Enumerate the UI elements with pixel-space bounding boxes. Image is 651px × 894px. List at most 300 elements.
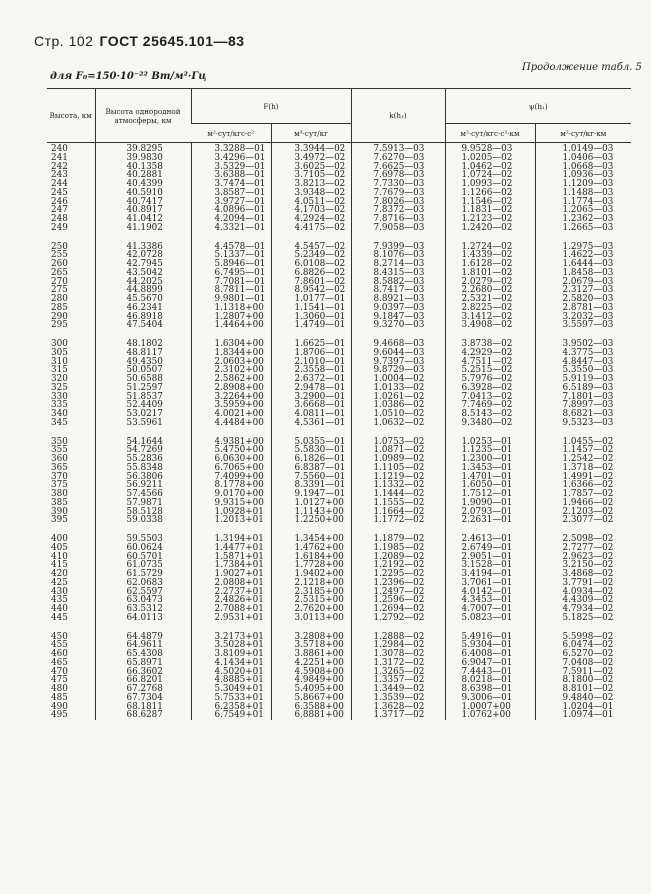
spacer-cell bbox=[445, 233, 535, 243]
table-row bbox=[47, 224, 631, 233]
spacer-cell bbox=[535, 233, 631, 243]
table-cell: 9.1847—03 bbox=[351, 313, 445, 322]
table-cell: 9.9315+00 bbox=[191, 499, 271, 508]
table-cell: 60.0624 bbox=[95, 544, 191, 553]
table-cell: 7.8372—03 bbox=[351, 206, 445, 215]
table-cell: 7.7330—03 bbox=[351, 180, 445, 189]
table-cell: 40.8917 bbox=[95, 206, 191, 215]
table-cell: 4.1434+01 bbox=[191, 659, 271, 668]
table-cell: 247 bbox=[51, 205, 68, 216]
table-cell: 1.2665—03 bbox=[535, 224, 631, 233]
table-cell: 395 bbox=[51, 515, 68, 526]
table-cell: 3.5597—03 bbox=[535, 321, 631, 330]
table-cell: 4.0511—02 bbox=[271, 198, 351, 207]
table-cell: 245 bbox=[51, 187, 68, 198]
table-cell: 66.3602 bbox=[95, 668, 191, 677]
table-cell: 455 bbox=[51, 640, 68, 651]
table-cell: 2.2631—01 bbox=[445, 516, 535, 525]
table-cell: 275 bbox=[51, 285, 68, 296]
table-cell: 390 bbox=[51, 506, 68, 517]
table-cell: 4.8447—03 bbox=[535, 358, 631, 367]
table-cell: 1.1488—03 bbox=[535, 189, 631, 198]
table-cell: 1.2396—02 bbox=[351, 579, 445, 588]
table-cell: 7.5913—03 bbox=[351, 143, 445, 154]
table-cell: 3.3288—01 bbox=[191, 143, 271, 154]
table-cell: 380 bbox=[51, 489, 68, 499]
table-cell: 49.4350 bbox=[95, 358, 191, 367]
table-cell: 8.1076—03 bbox=[351, 251, 445, 260]
table-cell: 57.9871 bbox=[95, 499, 191, 508]
standard-number: ГОСТ 25645.101—83 bbox=[99, 33, 245, 49]
table-cell: 39.8295 bbox=[95, 143, 191, 154]
table-cell: 2.0808+01 bbox=[191, 579, 271, 588]
spacer-cell bbox=[95, 623, 191, 633]
spacer-cell bbox=[351, 623, 445, 633]
table-cell: 4.2929—02 bbox=[445, 349, 535, 358]
spacer-cell bbox=[535, 623, 631, 633]
table-cell: 1.0632—02 bbox=[351, 419, 445, 428]
table-cell: 1.9090—01 bbox=[445, 499, 535, 508]
table-cell: 2.1203—02 bbox=[535, 508, 631, 517]
table-cell: 435 bbox=[51, 595, 68, 606]
table-cell: 260 bbox=[51, 259, 68, 269]
table-cell: 5.0823—01 bbox=[445, 614, 535, 623]
table-cell: 1.2888—02 bbox=[351, 633, 445, 642]
table-cell: 41.1902 bbox=[95, 224, 191, 233]
table-cell: 1.6366—02 bbox=[535, 481, 631, 490]
table-cell: 6.7065+00 bbox=[191, 464, 271, 473]
table-cell: 3.9727—01 bbox=[191, 198, 271, 207]
table-cell: 4.0142—01 bbox=[445, 588, 535, 597]
table-cell: 1.2089—02 bbox=[351, 553, 445, 562]
table-cell: 4.7511—02 bbox=[445, 358, 535, 367]
table-cell: 8.7811—01 bbox=[191, 286, 271, 295]
col-homogeneous-header: Высота однородной атмосферы, км bbox=[95, 89, 191, 143]
table-cell: 7.8601—02 bbox=[271, 278, 351, 287]
col-F-group-header: F(h) bbox=[191, 89, 351, 124]
table-cell: 2.0279—02 bbox=[445, 278, 535, 287]
table-cell: 2.2737+01 bbox=[191, 588, 271, 597]
table-cell: 1.0406—03 bbox=[535, 154, 631, 163]
table-cell: 6.4008—01 bbox=[445, 650, 535, 659]
table-cell: 1.7384+01 bbox=[191, 561, 271, 570]
table-cell: 1.4991—02 bbox=[535, 473, 631, 482]
table-cell: 4.8885+01 bbox=[191, 676, 271, 685]
table-cell: 5.2515—02 bbox=[445, 366, 535, 375]
table-cell: 5.3550—03 bbox=[535, 366, 631, 375]
table-cell: 3.4296—01 bbox=[191, 154, 271, 163]
table-cell: 2.5315+00 bbox=[271, 596, 351, 605]
table-cell: 6.2358+01 bbox=[191, 703, 271, 712]
table-cell: 58.5128 bbox=[95, 508, 191, 517]
table-cell: 66.8201 bbox=[95, 676, 191, 685]
table-cell: 320 bbox=[51, 374, 68, 384]
table-cell: 7.4099+00 bbox=[191, 473, 271, 482]
page-number: Стр. 102 bbox=[34, 33, 94, 49]
table-cell: 45.5670 bbox=[95, 295, 191, 304]
table-cell: 1.1772—02 bbox=[351, 516, 445, 525]
table-cell: 330 bbox=[51, 391, 68, 402]
table-cell: 1.0510—02 bbox=[351, 410, 445, 419]
table-cell: 3.7105—02 bbox=[271, 171, 351, 180]
table-cell: 1.6184+00 bbox=[271, 553, 351, 562]
table-cell: 1.8344+00 bbox=[191, 349, 271, 358]
table-cell: 4.5908+00 bbox=[271, 668, 351, 677]
table-cell: 4.4578—01 bbox=[191, 243, 271, 252]
table-cell: 1.5871+01 bbox=[191, 553, 271, 562]
table-cell: 2.0793—01 bbox=[445, 508, 535, 517]
table-cell: 61.0735 bbox=[95, 561, 191, 570]
table-row bbox=[47, 711, 631, 720]
table-cell: 1.0004—02 bbox=[351, 375, 445, 384]
table-cell: 1.1555—02 bbox=[351, 499, 445, 508]
table-cell: 2.0603+00 bbox=[191, 358, 271, 367]
table-cell: 2.9531+01 bbox=[191, 614, 271, 623]
table-cell: 55.2836 bbox=[95, 455, 191, 464]
table-cell: 9.4840—02 bbox=[535, 694, 631, 703]
table-cell: 5.7976—02 bbox=[445, 375, 535, 384]
table-cell: 1.0724—02 bbox=[445, 171, 535, 180]
table-cell: 9.4668—03 bbox=[351, 340, 445, 349]
table-cell: 1.1541—01 bbox=[271, 304, 351, 313]
table-cell: 59.0338 bbox=[95, 516, 191, 525]
table-cell: 4.1703—02 bbox=[271, 206, 351, 215]
table-cell: 6.0108—02 bbox=[271, 260, 351, 269]
table-cell: 430 bbox=[51, 586, 68, 597]
table-cell: 4.3453—01 bbox=[445, 596, 535, 605]
table-cell: 243 bbox=[51, 170, 68, 181]
table-cell: 3.7474—01 bbox=[191, 180, 271, 189]
table-cell: 40.7417 bbox=[95, 198, 191, 207]
table-cell: 54.1644 bbox=[95, 438, 191, 447]
table-cell: 7.0408—02 bbox=[535, 659, 631, 668]
table-cell: 1.1546—02 bbox=[445, 198, 535, 207]
table-cell: 450 bbox=[51, 631, 68, 642]
table-cell: 41.3386 bbox=[95, 243, 191, 252]
table-cell: 3.8587—01 bbox=[191, 189, 271, 198]
table-cell: 3.5028+01 bbox=[191, 641, 271, 650]
table-cell: 3.4194—01 bbox=[445, 570, 535, 579]
table-cell: 6.9047—01 bbox=[445, 659, 535, 668]
table-cell: 249 bbox=[51, 222, 68, 233]
table-cell: 8.0218—01 bbox=[445, 676, 535, 685]
table-cell: 39.9830 bbox=[95, 154, 191, 163]
table-cell: 6.3588+00 bbox=[271, 703, 351, 712]
table-cell: 2.4613—01 bbox=[445, 535, 535, 544]
table-cell: 5.7533+01 bbox=[191, 694, 271, 703]
table-cell: 9.9528—03 bbox=[445, 143, 535, 154]
table-cell: 240 bbox=[51, 144, 68, 154]
table-cell: 365 bbox=[51, 462, 68, 473]
table-cell: 310 bbox=[51, 356, 68, 367]
table-cell: 56.9211 bbox=[95, 481, 191, 490]
table-cell: 1.8706—01 bbox=[271, 349, 351, 358]
table-cell: 1.2250+00 bbox=[271, 516, 351, 525]
table-cell: 2.7088+01 bbox=[191, 605, 271, 614]
table-cell: 3.8109+01 bbox=[191, 650, 271, 659]
table-cell: 1.4464+00 bbox=[191, 321, 271, 330]
table-cell: 7.6625—03 bbox=[351, 163, 445, 172]
table-cell: 410 bbox=[51, 551, 68, 562]
table-cell: 3.4868—02 bbox=[535, 570, 631, 579]
table-cell: 7.8716—03 bbox=[351, 215, 445, 224]
table-cell: 6.8881+00 bbox=[271, 711, 351, 720]
table-cell: 1.3060—01 bbox=[271, 313, 351, 322]
spacer-cell bbox=[191, 623, 271, 633]
table-cell: 40.1358 bbox=[95, 163, 191, 172]
table-cell: 1.1332—02 bbox=[351, 481, 445, 490]
table-cell: 67.7304 bbox=[95, 694, 191, 703]
table-cell: 1.0386—02 bbox=[351, 401, 445, 410]
table-cell: 8.2714—03 bbox=[351, 260, 445, 269]
table-cell: 53.5961 bbox=[95, 419, 191, 428]
table-cell: 1.9402+00 bbox=[271, 570, 351, 579]
table-cell: 325 bbox=[51, 382, 68, 393]
table-cell: 1.0007+00 bbox=[445, 703, 535, 712]
table-cell: 1.0253—01 bbox=[445, 438, 535, 447]
table-cell: 3.7061—01 bbox=[445, 579, 535, 588]
spacer-cell bbox=[95, 233, 191, 243]
table-cell: 1.1143+00 bbox=[271, 508, 351, 517]
table-cell: 8.6398—01 bbox=[445, 685, 535, 694]
table-cell: 2.8225—02 bbox=[445, 304, 535, 313]
table-cell: 7.6978—03 bbox=[351, 171, 445, 180]
table-body bbox=[47, 143, 631, 721]
table-cell: 2.6749—01 bbox=[445, 544, 535, 553]
table-cell: 3.2808+00 bbox=[271, 633, 351, 642]
table-cell: 1.1444—02 bbox=[351, 490, 445, 499]
table-cell: 8.3391—01 bbox=[271, 481, 351, 490]
table-cell: 400 bbox=[51, 534, 68, 544]
table-cell: 9.3006—01 bbox=[445, 694, 535, 703]
table-cell: 1.4622—03 bbox=[535, 251, 631, 260]
spacer-cell bbox=[271, 233, 351, 243]
table-cell: 360 bbox=[51, 454, 68, 464]
table-cell: 340 bbox=[51, 409, 68, 419]
table-cell: 3.5718+00 bbox=[271, 641, 351, 650]
col-psi-group-header: ψ(h₁) bbox=[445, 89, 631, 124]
spacer-cell bbox=[271, 428, 351, 438]
page-header bbox=[34, 33, 245, 49]
table-cell: 9.8729—03 bbox=[351, 366, 445, 375]
table-cell: 2.3127—03 bbox=[535, 286, 631, 295]
table-cell: 7.1801—03 bbox=[535, 393, 631, 402]
table-cell: 6.0474—02 bbox=[535, 641, 631, 650]
table-cell: 62.0683 bbox=[95, 579, 191, 588]
table-cell: 1.1985—02 bbox=[351, 544, 445, 553]
table-cell: 42.7945 bbox=[95, 260, 191, 269]
table-cell: 1.0177—01 bbox=[271, 295, 351, 304]
table-cell: 7.8026—03 bbox=[351, 198, 445, 207]
table-cell: 2.3077—02 bbox=[535, 516, 631, 525]
table-cell: 5.5830—01 bbox=[271, 446, 351, 455]
table-cell: 5.4916—01 bbox=[445, 633, 535, 642]
table-cell: 42.0728 bbox=[95, 251, 191, 260]
table-cell: 1.0993—02 bbox=[445, 180, 535, 189]
table-cell: 51.2597 bbox=[95, 384, 191, 393]
table-cell: 1.1831—02 bbox=[445, 206, 535, 215]
table-cell: 440 bbox=[51, 604, 68, 614]
col-psi1-header: м²·сут/кгс·с²·км bbox=[445, 124, 535, 143]
table-cell: 9.3480—02 bbox=[445, 419, 535, 428]
table-cell: 65.4308 bbox=[95, 650, 191, 659]
table-cell: 44.8899 bbox=[95, 286, 191, 295]
table-cell: 52.4409 bbox=[95, 401, 191, 410]
table-cell: 9.0170+00 bbox=[191, 490, 271, 499]
spacer-cell bbox=[351, 233, 445, 243]
table-cell: 7.7081—01 bbox=[191, 278, 271, 287]
table-cell: 8.8101—02 bbox=[535, 685, 631, 694]
table-cell: 405 bbox=[51, 542, 68, 553]
table-cell: 64.0113 bbox=[95, 614, 191, 623]
table-cell: 2.9478—01 bbox=[271, 384, 351, 393]
table-cell: 2.9623—02 bbox=[535, 553, 631, 562]
table-cell: 7.8997—03 bbox=[535, 401, 631, 410]
table-cell: 8.5143—02 bbox=[445, 410, 535, 419]
table-cell: 53.0217 bbox=[95, 410, 191, 419]
table-cell: 8.1778+00 bbox=[191, 481, 271, 490]
table-cell: 1.0149—03 bbox=[535, 143, 631, 154]
table-continuation-label: Продолжение табл. 5 bbox=[522, 62, 642, 73]
table-cell: 1.1219—02 bbox=[351, 473, 445, 482]
table-cell: 1.4749—01 bbox=[271, 321, 351, 330]
table-cell: 1.0205—02 bbox=[445, 154, 535, 163]
table-cell: 3.2150—02 bbox=[535, 561, 631, 570]
table-cell: 4.0896—01 bbox=[191, 206, 271, 215]
table-cell: 4.3321—01 bbox=[191, 224, 271, 233]
table-cell: 246 bbox=[51, 196, 68, 207]
table-cell: 1.2497—02 bbox=[351, 588, 445, 597]
table-cell: 1.2542—02 bbox=[535, 455, 631, 464]
table-cell: 460 bbox=[51, 649, 68, 659]
table-cell: 248 bbox=[51, 214, 68, 224]
table-cell: 57.4566 bbox=[95, 490, 191, 499]
table-cell: 5.8667+00 bbox=[271, 694, 351, 703]
table-cell: 40.2881 bbox=[95, 171, 191, 180]
table-cell: 9.5323—03 bbox=[535, 419, 631, 428]
table-cell: 4.5020+01 bbox=[191, 668, 271, 677]
table-cell: 265 bbox=[51, 267, 68, 278]
table-cell: 3.2032—03 bbox=[535, 313, 631, 322]
table-cell: 55.8348 bbox=[95, 464, 191, 473]
col-psi2-header: м²·сут/кг·км bbox=[535, 124, 631, 143]
table-cell: 6.1826—01 bbox=[271, 455, 351, 464]
table-cell: 3.1528—01 bbox=[445, 561, 535, 570]
table-cell: 47.5404 bbox=[95, 321, 191, 330]
table-cell: 3.9348—02 bbox=[271, 189, 351, 198]
table-cell: 7.6270—03 bbox=[351, 154, 445, 163]
table-cell: 4.0811—01 bbox=[271, 410, 351, 419]
table-cell: 1.0871—02 bbox=[351, 446, 445, 455]
table-cell: 4.2251+00 bbox=[271, 659, 351, 668]
table-cell: 2.4826+01 bbox=[191, 596, 271, 605]
table-cell: 40.5910 bbox=[95, 189, 191, 198]
table-cell: 6.5270—02 bbox=[535, 650, 631, 659]
table-cell: 250 bbox=[51, 241, 68, 252]
table-cell: 1.3718—02 bbox=[535, 464, 631, 473]
table-cell: 43.5042 bbox=[95, 269, 191, 278]
table-cell: 4.0021+00 bbox=[191, 410, 271, 419]
table-cell: 5.9119—03 bbox=[535, 375, 631, 384]
table-cell: 51.8537 bbox=[95, 393, 191, 402]
table-cell: 1.3454+00 bbox=[271, 535, 351, 544]
table-cell: 9.6044—03 bbox=[351, 349, 445, 358]
table-cell: 4.2924—02 bbox=[271, 215, 351, 224]
table-cell: 1.0928+01 bbox=[191, 508, 271, 517]
table-cell: 485 bbox=[51, 692, 68, 703]
table-cell: 1.3628—02 bbox=[351, 703, 445, 712]
table-cell: 355 bbox=[51, 445, 68, 456]
table-cell: 2.0679—03 bbox=[535, 278, 631, 287]
table-cell: 8.6821—03 bbox=[535, 410, 631, 419]
table-row bbox=[47, 419, 631, 428]
table-cell: 1.1457—02 bbox=[535, 446, 631, 455]
table-cell: 2.5862+00 bbox=[191, 375, 271, 384]
table-cell: 1.1774—03 bbox=[535, 198, 631, 207]
table-cell: 5.1337—01 bbox=[191, 251, 271, 260]
table-cell: 1.3449—02 bbox=[351, 685, 445, 694]
table-cell: 1.6128—02 bbox=[445, 260, 535, 269]
table-cell: 2.5820—03 bbox=[535, 295, 631, 304]
table-cell: 4.5457—02 bbox=[271, 243, 351, 252]
table-row bbox=[47, 614, 631, 623]
spacer-cell bbox=[47, 233, 95, 243]
table-cell: 7.9399—03 bbox=[351, 243, 445, 252]
table-cell: 3.9502—03 bbox=[535, 340, 631, 349]
table-cell: 40.4399 bbox=[95, 180, 191, 189]
table-cell: 8.5882—03 bbox=[351, 278, 445, 287]
table-cell: 7.9058—03 bbox=[351, 224, 445, 233]
table-cell: 9.1947—01 bbox=[271, 490, 351, 499]
table-cell: 1.2792—02 bbox=[351, 614, 445, 623]
table-cell: 6.8826—02 bbox=[271, 269, 351, 278]
group-spacer bbox=[47, 428, 631, 438]
table-cell: 1.4339—02 bbox=[445, 251, 535, 260]
table-cell: 1.2807+00 bbox=[191, 313, 271, 322]
spacer-cell bbox=[445, 428, 535, 438]
spacer-cell bbox=[535, 428, 631, 438]
table-cell: 4.7007—01 bbox=[445, 605, 535, 614]
table-cell: 5.4750+00 bbox=[191, 446, 271, 455]
spacer-cell bbox=[47, 623, 95, 633]
table-cell: 1.4762+00 bbox=[271, 544, 351, 553]
table-cell: 3.8738—02 bbox=[445, 340, 535, 349]
table-cell: 1.3172—02 bbox=[351, 659, 445, 668]
table-cell: 9.9801—01 bbox=[191, 295, 271, 304]
table-cell: 2.7277—02 bbox=[535, 544, 631, 553]
table-cell: 1.7728+00 bbox=[271, 561, 351, 570]
table-cell: 1.1266—02 bbox=[445, 189, 535, 198]
table-cell: 280 bbox=[51, 294, 68, 304]
table-cell: 475 bbox=[51, 675, 68, 686]
table-cell: 9.7397—03 bbox=[351, 358, 445, 367]
table-cell: 415 bbox=[51, 560, 68, 571]
table-cell: 1.1209—03 bbox=[535, 180, 631, 189]
table-cell: 3.7791—02 bbox=[535, 579, 631, 588]
table-cell: 4.3775—03 bbox=[535, 349, 631, 358]
table-cell: 2.5098—02 bbox=[535, 535, 631, 544]
table-cell: 1.6050—01 bbox=[445, 481, 535, 490]
table-cell: 8.8921—03 bbox=[351, 295, 445, 304]
table-cell: 3.5959+00 bbox=[191, 401, 271, 410]
table-cell: 270 bbox=[51, 276, 68, 287]
table-cell: 1.2362—03 bbox=[535, 215, 631, 224]
table-cell: 1.2192—02 bbox=[351, 561, 445, 570]
table-cell: 295 bbox=[51, 320, 68, 331]
table-cell: 1.2065—03 bbox=[535, 206, 631, 215]
table-cell: 3.6025—02 bbox=[271, 163, 351, 172]
table-cell: 1.6625—01 bbox=[271, 340, 351, 349]
